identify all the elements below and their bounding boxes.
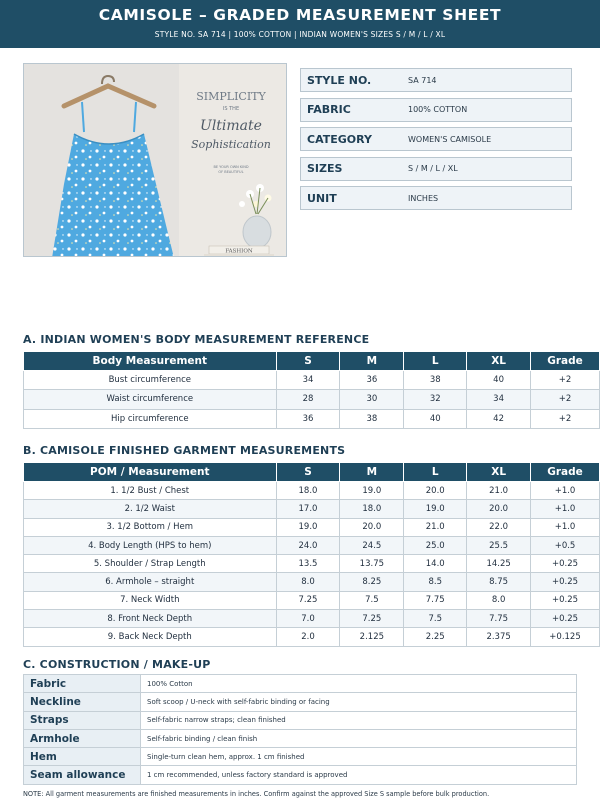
column-header: L [404,463,467,482]
construction-row [24,693,577,711]
measurement-value-cell: 8.5 [404,573,467,591]
measurement-value-cell: 20.0 [340,518,404,536]
column-header: S [276,463,340,482]
measurement-value-cell: 2.0 [276,628,340,646]
spec-value: S / M / L / XL [408,164,458,173]
spec-row-fabric [300,98,572,122]
measurement-value-cell: 7.0 [276,610,340,628]
header-banner [0,0,600,48]
measurement-value-cell: 40 [467,371,531,390]
table-row [24,409,600,428]
measurement-value-cell: +0.25 [531,610,600,628]
section-b-title: B. CAMISOLE FINISHED GARMENT MEASUREMENTS [23,444,346,457]
measurement-name-cell: 9. Back Neck Depth [24,628,277,646]
measurement-value-cell: 21.0 [404,518,467,536]
construction-table [23,674,577,785]
measurement-value-cell: 36 [340,371,404,390]
measurement-value-cell: +1.0 [531,482,600,500]
product-photo [23,63,287,257]
measurement-value-cell: 28 [276,390,340,409]
construction-row [24,675,577,693]
table-header-row [24,352,600,371]
construction-row [24,766,577,784]
spec-label: SIZES [307,162,343,175]
table-row [24,591,600,609]
poster-brand-line2: IS THE [222,106,240,112]
measurement-value-cell: 14.25 [467,555,531,573]
measurement-value-cell: 19.0 [404,500,467,518]
measurement-value-cell: 17.0 [276,500,340,518]
measurement-value-cell: 19.0 [276,518,340,536]
measurement-name-cell: Bust circumference [24,371,277,390]
measurement-value-cell: 7.75 [404,591,467,609]
measurement-name-cell: 5. Shoulder / Strap Length [24,555,277,573]
measurement-value-cell: 25.5 [467,536,531,554]
measurement-value-cell: 8.0 [276,573,340,591]
poster-script-line2: Sophistication [191,138,271,151]
measurement-value-cell: 2.375 [467,628,531,646]
table-row [24,628,600,646]
construction-label: Fabric [24,675,141,693]
measurement-value-cell: 8.0 [467,591,531,609]
spec-value: SA 714 [408,75,437,85]
measurement-value-cell: 2.25 [404,628,467,646]
garment-measurement-table [23,462,600,647]
measurement-name-cell: 4. Body Length (HPS to hem) [24,536,277,554]
measurement-name-cell: 8. Front Neck Depth [24,610,277,628]
construction-label: Neckline [24,693,141,711]
table-row [24,371,600,390]
poster-brand-line1: SIMPLICITY [196,90,266,103]
measurement-value-cell: 8.75 [467,573,531,591]
construction-value: Soft scoop / U-neck with self-fabric binding or facing [141,693,577,711]
construction-label: Hem [24,748,141,766]
measurement-name-cell: 3. 1/2 Bottom / Hem [24,518,277,536]
spec-label: FABRIC [307,103,351,116]
measurement-value-cell: 7.25 [276,591,340,609]
poster-tagline1: BE YOUR OWN KIND [213,165,249,169]
construction-row [24,748,577,766]
column-header: Body Measurement [24,352,277,371]
measurement-value-cell: 34 [467,390,531,409]
measurement-name-cell: 7. Neck Width [24,591,277,609]
measurement-value-cell: 7.5 [340,591,404,609]
column-header: Grade [531,352,600,371]
column-header: XL [467,463,531,482]
table-row [24,573,600,591]
measurement-value-cell: +0.25 [531,591,600,609]
measurement-value-cell: +2 [531,409,600,428]
construction-value: Self-fabric binding / clean finish [141,729,577,747]
measurement-name-cell: 6. Armhole – straight [24,573,277,591]
page-title: CAMISOLE – GRADED MEASUREMENT SHEET [98,6,502,24]
measurement-name-cell: Waist circumference [24,390,277,409]
measurement-value-cell: +2 [531,390,600,409]
measurement-value-cell: +1.0 [531,500,600,518]
measurement-value-cell: 32 [404,390,467,409]
spec-value: WOMEN'S CAMISOLE [408,134,492,144]
table-row [24,500,600,518]
measurement-value-cell: 21.0 [467,482,531,500]
construction-value: Self-fabric narrow straps; clean finished [141,711,577,729]
measurement-value-cell: 24.0 [276,536,340,554]
measurement-value-cell: 8.25 [340,573,404,591]
construction-value: 1 cm recommended, unless factory standard is approved [141,766,577,784]
spec-value: 100% COTTON [408,105,468,114]
poster-tagline2: OF BEAUTIFUL [218,170,244,174]
measurement-value-cell: 13.5 [276,555,340,573]
spec-label: CATEGORY [307,132,372,146]
table-row [24,610,600,628]
table-row [24,536,600,554]
column-header: M [340,352,404,371]
measurement-value-cell: 40 [404,409,467,428]
spec-row-category [300,127,572,151]
measurement-value-cell: +2 [531,371,600,390]
measurement-value-cell: +0.125 [531,628,600,646]
column-header: S [276,352,340,371]
construction-label: Seam allowance [24,766,141,784]
spec-panel [300,68,572,216]
measurement-value-cell: +0.25 [531,555,600,573]
measurement-name-cell: 1. 1/2 Bust / Chest [24,482,277,500]
table-row [24,482,600,500]
camisole-photo-illustration [24,64,287,257]
measurement-value-cell: 19.0 [340,482,404,500]
measurement-value-cell: 42 [467,409,531,428]
measurement-value-cell: 18.0 [276,482,340,500]
section-c-title: C. CONSTRUCTION / MAKE-UP [23,658,211,671]
measurement-value-cell: 30 [340,390,404,409]
footer-note: NOTE: All garment measurements are finished measurements in inches. Confirm against the approved Size S sample before bulk production. [23,790,490,798]
measurement-value-cell: 38 [404,371,467,390]
measurement-name-cell: Hip circumference [24,409,277,428]
spec-value: INCHES [408,193,439,203]
measurement-value-cell: 7.75 [467,610,531,628]
measurement-value-cell: +0.5 [531,536,600,554]
body-measurement-table [23,351,600,429]
poster-book-label: FASHION [225,248,253,255]
table-row [24,390,600,409]
spec-label: STYLE NO. [307,73,372,87]
spec-label: UNIT [307,191,337,205]
measurement-name-cell: 2. 1/2 Waist [24,500,277,518]
measurement-value-cell: 13.75 [340,555,404,573]
measurement-value-cell: 34 [276,371,340,390]
spec-row-style [300,68,572,92]
measurement-value-cell: 18.0 [340,500,404,518]
measurement-value-cell: 14.0 [404,555,467,573]
construction-row [24,711,577,729]
column-header: M [340,463,404,482]
poster-script-line1: Ultimate [200,118,262,134]
construction-row [24,729,577,747]
column-header: POM / Measurement [24,463,277,482]
table-header-row [24,463,600,482]
page-subtitle: STYLE NO. SA 714 | 100% COTTON | INDIAN WOMEN'S SIZES S / M / L / XL [154,30,446,39]
section-a-title: A. INDIAN WOMEN'S BODY MEASUREMENT REFERENCE [23,333,370,346]
column-header: XL [467,352,531,371]
measurement-value-cell: 7.25 [340,610,404,628]
construction-label: Straps [24,711,141,729]
measurement-value-cell: 2.125 [340,628,404,646]
measurement-value-cell: 38 [340,409,404,428]
table-row [24,518,600,536]
construction-value: Single-turn clean hem, approx. 1 cm finished [141,748,577,766]
measurement-value-cell: 20.0 [467,500,531,518]
measurement-value-cell: 24.5 [340,536,404,554]
measurement-value-cell: 25.0 [404,536,467,554]
spec-row-unit [300,186,572,210]
construction-label: Armhole [24,729,141,747]
measurement-value-cell: 36 [276,409,340,428]
measurement-value-cell: 20.0 [404,482,467,500]
table-row [24,555,600,573]
measurement-value-cell: +1.0 [531,518,600,536]
measurement-value-cell: 22.0 [467,518,531,536]
column-header: Grade [531,463,600,482]
measurement-value-cell: +0.25 [531,573,600,591]
spec-row-sizes [300,157,572,181]
construction-value: 100% Cotton [141,675,577,693]
column-header: L [404,352,467,371]
measurement-value-cell: 7.5 [404,610,467,628]
